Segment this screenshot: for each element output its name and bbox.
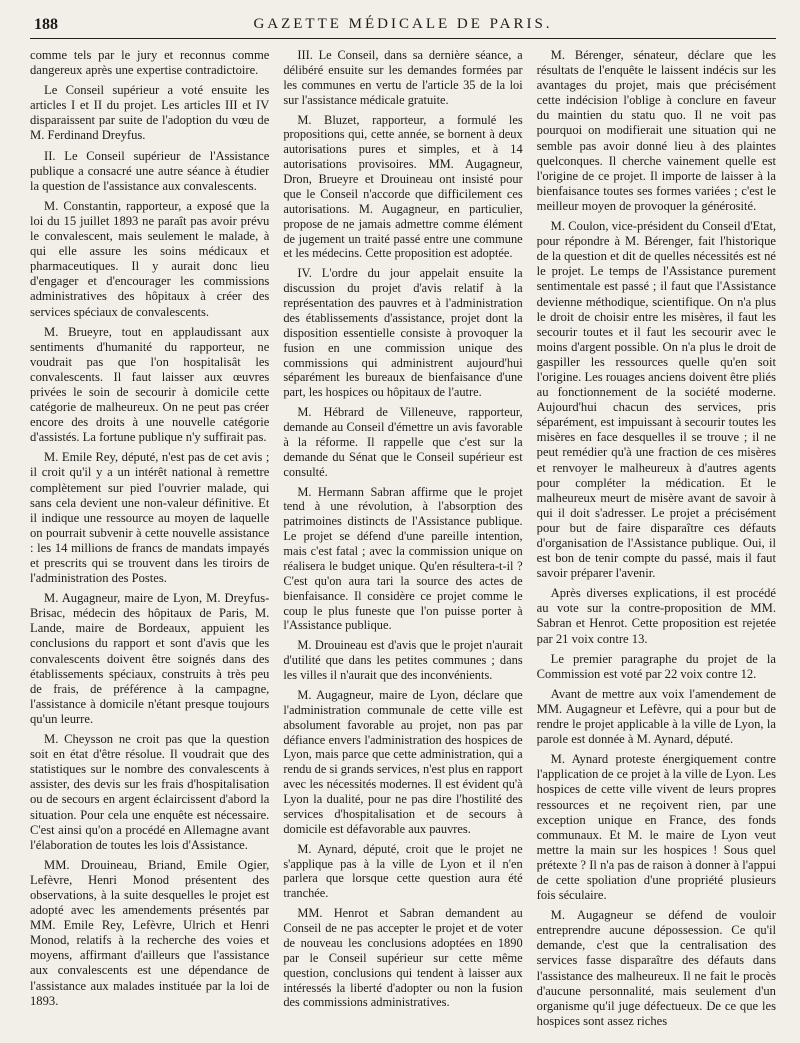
page-header (30, 12, 776, 39)
article-body (30, 48, 776, 1035)
paragraph: M. Aynard proteste énergiquement contre l'application de ce projet à la ville de Lyon. Les hospices de cette ville vivent de leurs propres ressources et ne reçoivent rien, par une exception unique en France, des fonds communaux. Et M. le maire de Lyon veut mettre la main sur les hospices ! Sous quel prétexte ? Il n'a pas de raison à donner à l'appui de cette spoliation d'une propriété plusieurs fois séculaire. (536, 752, 776, 903)
paragraph: M. Emile Rey, député, n'est pas de cet avis ; il croit qu'il y a un intérêt national à remettre complètement sur pied l'ouvrier malade, qui sans cela devient une non-valeur définitive. Et il indique une ressource au moyen de laquelle on pourrait subvenir à cette nouvelle assistance : les 14 millions de francs de mandats impayés et prescrits qui se trouvent dans les tiroirs de l'administration des Postes. (30, 450, 270, 586)
paragraph: MM. Henrot et Sabran demandent au Conseil de ne pas accepter le projet et de voter de nouveau les conclusions adoptées en 1890 par le Conseil supérieur sur cette même question, conclusions qui tendent à laisser aux intéressés la liberté d'adopter ou non la fusion des commissions administratives. (283, 906, 523, 1010)
paragraph: M. Cheysson ne croit pas que la question soit en état d'être résolue. Il voudrait que des statistiques sur le nombre des convalescents à assister, des devis sur les frais d'hospitalisation ou de secours en argent éclaircissent d'abord la situation. Pour cela une enquête est nécessaire. C'est ainsi qu'on a procédé en Allemagne avant l'élaboration de toutes les lois d'Assistance. (30, 732, 270, 852)
paragraph: M. Bérenger, sénateur, déclare que les résultats de l'enquête le laissent indécis sur les avantages du projet, mais que précisément cette indécision l'oblige à conclure en faveur du maintien du statu quo. Il ne voit pas pourquoi on modifierait une situation qui ne semble pas avoir donné lieu à des plaintes quelconques. Il cherche vainement quelle est l'origine de ce projet. Il importe de laisser à la bienfaisance toutes ses formes variées ; c'est le meilleur moyen de provoquer la générosité. (536, 48, 776, 213)
paragraph: Après diverses explications, il est procédé au vote sur la contre-proposition de MM. Sabran et Henrot. Cette proposition est rejetée par 21 voix contre 13. (536, 586, 776, 646)
paragraph: comme tels par le jury et reconnus comme dangereux après une expertise contradictoire. (30, 48, 270, 78)
column-right (537, 48, 776, 1035)
paragraph: MM. Drouineau, Briand, Emile Ogier, Lefèvre, Henri Monod présentent des observations, à la suite desquelles le projet est adopté avec les amendements présentés par MM. Emile Rey, Lefèvre, Ulrich et Henri Monod, relatifs à la recherche des voies et moyens, affirmant d'ailleurs que l'assistance aux convalescents est une dépendance de l'assistance aux malades instituée par la loi de 1893. (30, 857, 270, 1008)
paragraph: M. Constantin, rapporteur, a exposé que la loi du 15 juillet 1893 ne paraît pas avoir prévu le convalescent, mais seulement le malade, à qui elle assure les soins médicaux et pharmaceutiques. Il y aurait donc lieu d'engager et d'encourager les commissions administratives des hôpitaux à créer des services spéciaux de convalescents. (30, 198, 270, 319)
paragraph: M. Drouineau est d'avis que le projet n'aurait d'utilité que dans les petites communes ; dans les villes il n'aurait que des inconvénients. (283, 638, 523, 682)
paragraph: M. Brueyre, tout en applaudissant aux sentiments d'humanité du rapporteur, ne voudrait pas que l'on hospitalisât les convalescents. Il faut laisser aux œuvres privées le soin de secourir à domicile cette catégorie de malheureux. On ne peut pas créer encore des droits à une nouvelle catégorie d'assistés. La fortune publique n'y suffirait pas. (30, 324, 270, 445)
paragraph: M. Hébrard de Villeneuve, rapporteur, demande au Conseil d'émettre un avis favorable à la réforme. Il rappelle que c'est sur la demande du Sénat que le Conseil supérieur est consulté. (283, 405, 523, 479)
paragraph: M. Augagneur se défend de vouloir entreprendre aucune dépossession. Ce qu'il demande, c'est que la centralisation des services fasse disparaître des défauts dans l'assistance des malheureux. Il ne fait le procès d'aucune personnalité, mais seulement d'un organisme qu'il juge défectueux. De ce que les hospices sont assez riches (536, 908, 776, 1028)
paragraph: M. Augagneur, maire de Lyon, déclare que l'administration communale de cette ville est absolument favorable au projet, non pas par défiance envers l'administration des hospices de Lyon, mais parce que cette administration, qui a rendu de si grands services, n'est plus en rapport avec les nécessités modernes. Il est évident qu'à Lyon la dualité, pour ne pas dire l'hostilité des services d'hospitalisation et de secours à domicile est défavorable aux pauvres. (283, 687, 523, 836)
paragraph: Le premier paragraphe du projet de la Commission est voté par 22 voix contre 12. (536, 651, 776, 681)
paragraph: II. Le Conseil supérieur de l'Assistance publique a consacré une autre séance à étudier la question de l'assistance aux convalescents. (30, 148, 270, 193)
paragraph: M. Aynard, député, croit que le projet ne s'applique pas à la ville de Lyon et il n'en parlera que lorsque cette question aura été tranchée. (283, 841, 523, 901)
paragraph: IV. L'ordre du jour appelait ensuite la discussion du projet d'avis relatif à la représentation des pauvres et à l'administration des établissements d'assistance, projet dont la disposition essentielle consiste à provoquer la fusion en une commission unique des commissions qui administrent aujourd'hui séparément les bureaux de bienfaisance d'une part, les hospices ou hôpitaux de l'autre. (283, 266, 523, 400)
journal-title: GAZETTE MÉDICALE DE PARIS. (253, 16, 553, 32)
paragraph: M. Hermann Sabran affirme que le projet tend à une révolution, à l'absorption des patrimoines distincts de l'Assistance publique. Le projet se défend d'une pareille intention, mais c'est fatal ; avec la commission unique on réalisera le budget unique. Qu'en résultera-t-il ? C'est qu'on aura tari la source des actes de bienfaisance. Il considère ce projet comme le coup le plus funeste que l'on puisse porter à l'Assistance publique. (283, 484, 523, 633)
paragraph: M. Bluzet, rapporteur, a formulé les propositions qui, cette année, se bornent à deux autorisations pures et simples, et à 14 autorisations provisoires. MM. Augagneur, Dron, Brueyre et Drouineau ont insisté pour que le Conseil n'accorde que difficilement ces autorisations. M. Augagneur, en particulier, propose de ne jamais admettre comme élément de jugement un traité passé entre une commune et les médecins. Cette proposition est adoptée. (283, 112, 523, 261)
paragraph: Le Conseil supérieur a voté ensuite les articles I et II du projet. Les articles III et IV disparaissent par suite de l'adoption du vœu de M. Ferdinand Dreyfus. (30, 83, 270, 143)
paragraph: M. Coulon, vice-président du Conseil d'Etat, pour répondre à M. Bérenger, fait l'historique de la question et dit de quelles nécessités est né le projet. Le temps de l'Assistance purement sentimentale est passé ; il faut que l'Assistance devienne méthodique, scientifique. On n'a plus le droit de choisir entre les misères, il faut les secourir toutes et il faut les secourir avec le moins d'argent possible. On n'a plus le droit de gaspiller les ressources quelle qu'en soit l'origine. Les rouages anciens doivent être pliés au fonctionnement de la société moderne. Aujourd'hui chacun des services, pris séparément, est impuissant à secourir toutes les misères en face desquelles il se trouve ; il ne peut remédier qu'à une fraction de ces misères et renvoyer le malheureux à d'autres agents pour compléter la médication. Et le malheureux meurt de misère avant de savoir à qui il doit s'adresser. Le projet a précisément pour but de faire disparaître ces défauts d'organisation de l'Assistance publique. Oui, il est bon de tenir compte du passé, mais il faut savoir préparer l'avenir. (536, 219, 776, 581)
page-number: 188 (34, 16, 58, 33)
column-left (30, 48, 269, 1035)
paragraph: M. Augagneur, maire de Lyon, M. Dreyfus-Brisac, médecin des hôpitaux de Paris, M. Lande, maire de Bordeaux, appuient les conclusions du rapport et sont d'avis que les convalescents doivent être soignés dans des établissements spéciaux, construits à très peu de frais, de préférence à la campagne, l'assistance à domicile n'étant presque toujours qu'un leurre. (30, 591, 270, 726)
column-middle (283, 48, 522, 1035)
paragraph: III. Le Conseil, dans sa dernière séance, a délibéré ensuite sur les demandes formées par les communes en vertu de l'article 35 de la loi sur l'assistance médicale gratuite. (283, 48, 523, 107)
paragraph: Avant de mettre aux voix l'amendement de MM. Augagneur et Lefèvre, qui a pour but de rendre le projet applicable à la ville de Lyon, la parole est donnée à M. Aynard, député. (536, 686, 776, 747)
